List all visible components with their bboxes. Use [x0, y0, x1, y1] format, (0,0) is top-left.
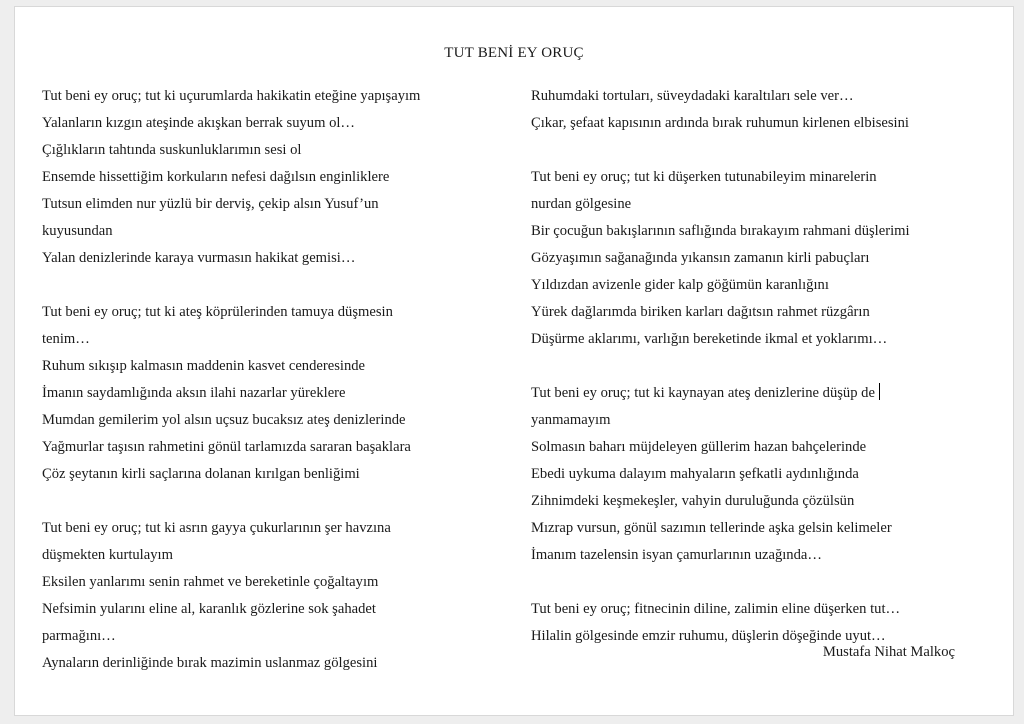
poem-line: Tutsun elimden nur yüzlü bir derviş, çekip alsın Yusuf’un	[42, 196, 379, 212]
poem-line: Çıkar, şefaat kapısının ardında bırak ruhumun kirlenen elbisesini	[531, 115, 909, 131]
poem-line: parmağını…	[42, 628, 116, 644]
poem-line: Tut beni ey oruç; fitnecinin diline, zalimin eline düşerken tut…	[531, 601, 901, 617]
right-column	[531, 83, 1001, 650]
poem-line: Gözyaşımın sağanağında yıkansın zamanın kirli pabuçları	[531, 250, 870, 266]
poem-line: Yalan denizlerinde karaya vurmasın hakikat gemisi…	[42, 250, 356, 266]
poem-line: Ebedi uykuma dalayım mahyaların şefkatli aydınlığında	[531, 466, 859, 482]
poem-line: düşmekten kurtulayım	[42, 547, 173, 563]
stanza-gap	[531, 569, 1001, 596]
poem-line: İmanım tazelensin isyan çamurlarının uzağında…	[531, 547, 822, 563]
poem-line: Yürek dağlarımda biriken karları dağıtsın rahmet rüzgârın	[531, 304, 870, 320]
poem-line: tenim…	[42, 331, 90, 347]
poem-title: TUT BENİ EY ORUÇ	[444, 45, 584, 61]
poem-line: Yıldızdan avizenle gider kalp göğümün karanlığını	[531, 277, 829, 293]
poem-line: Eksilen yanlarımı senin rahmet ve bereketinle çoğaltayım	[42, 574, 379, 590]
poem-line: yanmamayım	[531, 412, 611, 428]
poem-line: Tut beni ey oruç; tut ki asrın gayya çukurlarının şer havzına	[42, 520, 391, 536]
poem-line: Tut beni ey oruç; tut ki ateş köprülerinden tamuya düşmesin	[42, 304, 393, 320]
poem-line: Tut beni ey oruç; tut ki uçurumlarda hakikatin eteğine yapışayım	[42, 88, 421, 104]
poem-line: Zihnimdeki keşmekeşler, vahyin duruluğunda çözülsün	[531, 493, 855, 509]
stanza-gap	[42, 488, 512, 515]
poem-line: Çöz şeytanın kirli saçlarına dolanan kırılgan benliğimi	[42, 466, 360, 482]
author-signature: Mustafa Nihat Malkoç	[822, 644, 955, 660]
poem-line: Yalanların kızgın ateşinde akışkan berrak suyum ol…	[42, 115, 356, 131]
poem-line: Ensemde hissettiğim korkuların nefesi dağılsın enginliklere	[42, 169, 390, 185]
poem-line: Çığlıkların tahtında suskunluklarımın sesi ol	[42, 142, 302, 158]
left-column	[42, 83, 512, 677]
document-page	[14, 6, 1014, 716]
poem-line: Aynaların derinliğinde bırak mazimin uslanmaz gölgesini	[42, 655, 378, 671]
poem-line: Hilalin gölgesinde emzir ruhumu, düşlerin döşeğinde uyut…	[531, 628, 886, 644]
poem-line-with-caret[interactable]	[531, 380, 1001, 407]
stanza-gap	[531, 353, 1001, 380]
poem-line: Yağmurlar taşısın rahmetini gönül tarlamızda sararan başaklara	[42, 439, 411, 455]
poem-line-text: Tut beni ey oruç; tut ki kaynayan ateş denizlerine düşüp de	[531, 385, 875, 401]
text-cursor	[879, 383, 880, 400]
poem-line: Ruhumdaki tortuları, süveydadaki karaltıları sele ver…	[531, 88, 854, 104]
poem-line: İmanın saydamlığında aksın ilahi nazarlar yüreklere	[42, 385, 346, 401]
poem-line: Düşürme aklarımı, varlığın bereketinde ikmal et yoklarımı…	[531, 331, 888, 347]
poem-line: Solmasın baharı müjdeleyen güllerim hazan bahçelerinde	[531, 439, 867, 455]
poem-line: Ruhum sıkışıp kalmasın maddenin kasvet cenderesinde	[42, 358, 366, 374]
poem-line: Mumdan gemilerim yol alsın uçsuz bucaksız ateş denizlerinde	[42, 412, 406, 428]
poem-line: Tut beni ey oruç; tut ki düşerken tutunabileyim minarelerin	[531, 169, 877, 185]
poem-line: kuyusundan	[42, 223, 113, 239]
poem-line: Nefsimin yularını eline al, karanlık gözlerine sok şahadet	[42, 601, 376, 617]
poem-line: Bir çocuğun bakışlarının saflığında bırakayım rahmani düşlerimi	[531, 223, 910, 239]
stanza-gap	[531, 137, 1001, 164]
poem-line: nurdan gölgesine	[531, 196, 632, 212]
poem-line: Mızrap vursun, gönül sazımın tellerinde aşka gelsin kelimeler	[531, 520, 892, 536]
stanza-gap	[42, 272, 512, 299]
